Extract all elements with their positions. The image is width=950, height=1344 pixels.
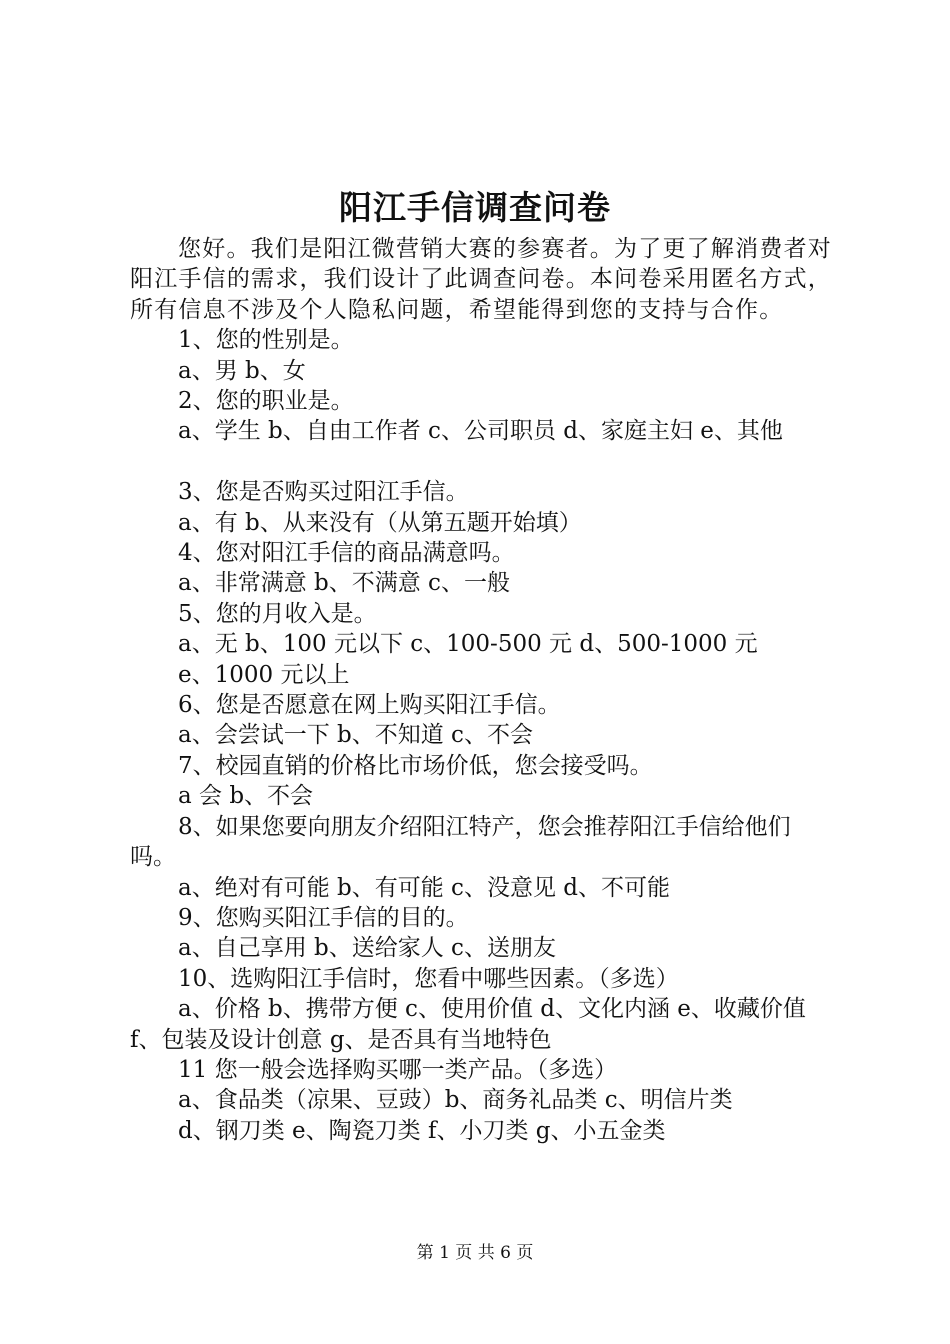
- question-5-options: a、无 b、100 元以下 c、100-500 元 d、500-1000 元: [178, 631, 758, 658]
- question-9-options: a、自己享用 b、送给家人 c、送朋友: [178, 935, 556, 962]
- question-5: 5、您的月收入是。: [178, 600, 377, 627]
- blank-line: [130, 447, 832, 477]
- question-6-options: a、会尝试一下 b、不知道 c、不会: [178, 722, 533, 749]
- document-body: [130, 234, 832, 1146]
- question-3-options: a、有 b、从来没有（从第五题开始填）: [178, 509, 582, 536]
- page-number: 第 1 页 共 6 页: [416, 1243, 534, 1263]
- question-8: 8、如果您要向朋友介绍阳江特产，您会推荐阳江手信给他们吗。: [130, 813, 791, 871]
- question-5-options-cont: e、1000 元以上: [178, 661, 350, 688]
- question-11-options-cont: d、钢刀类 e、陶瓷刀类 f、小刀类 g、小五金类: [178, 1117, 666, 1144]
- document-title: 阳江手信调查问卷: [339, 188, 611, 227]
- question-8-options: a、绝对有可能 b、有可能 c、没意见 d、不可能: [178, 874, 670, 901]
- question-4-options: a、非常满意 b、不满意 c、一般: [178, 570, 510, 597]
- question-7: 7、校园直销的价格比市场价低，您会接受吗。: [178, 752, 653, 779]
- question-10-options: a、价格 b、携带方便 c、使用价值 d、文化内涵 e、收藏价值 f、包装及设计创意 g、是否具有当地特色: [130, 996, 806, 1053]
- question-2: 2、您的职业是。: [178, 388, 354, 415]
- question-11: 11 您一般会选择购买哪一类产品。（多选）: [178, 1056, 618, 1083]
- question-4: 4、您对阳江手信的商品满意吗。: [178, 540, 515, 567]
- question-6: 6、您是否愿意在网上购买阳江手信。: [178, 692, 561, 719]
- question-10: 10、选购阳江手信时，您看中哪些因素。（多选）: [178, 965, 679, 992]
- question-11-options: a、食品类（凉果、豆豉）b、商务礼品类 c、明信片类: [178, 1087, 733, 1114]
- intro-paragraph: 您好。我们是阳江微营销大赛的参赛者。为了更了解消费者对阳江手信的需求，我们设计了此调查问卷。本问卷采用匿名方式，所有信息不涉及个人隐私问题，希望能得到您的支持与合作。: [130, 236, 832, 323]
- question-7-options: a 会 b、不会: [178, 783, 314, 810]
- question-1: 1、您的性别是。: [178, 327, 354, 354]
- question-2-options: a、学生 b、自由工作者 c、公司职员 d、家庭主妇 e、其他: [178, 418, 783, 445]
- question-1-options: a、男 b、女: [178, 357, 306, 384]
- question-9: 9、您购买阳江手信的目的。: [178, 904, 469, 931]
- question-3: 3、您是否购买过阳江手信。: [178, 479, 469, 506]
